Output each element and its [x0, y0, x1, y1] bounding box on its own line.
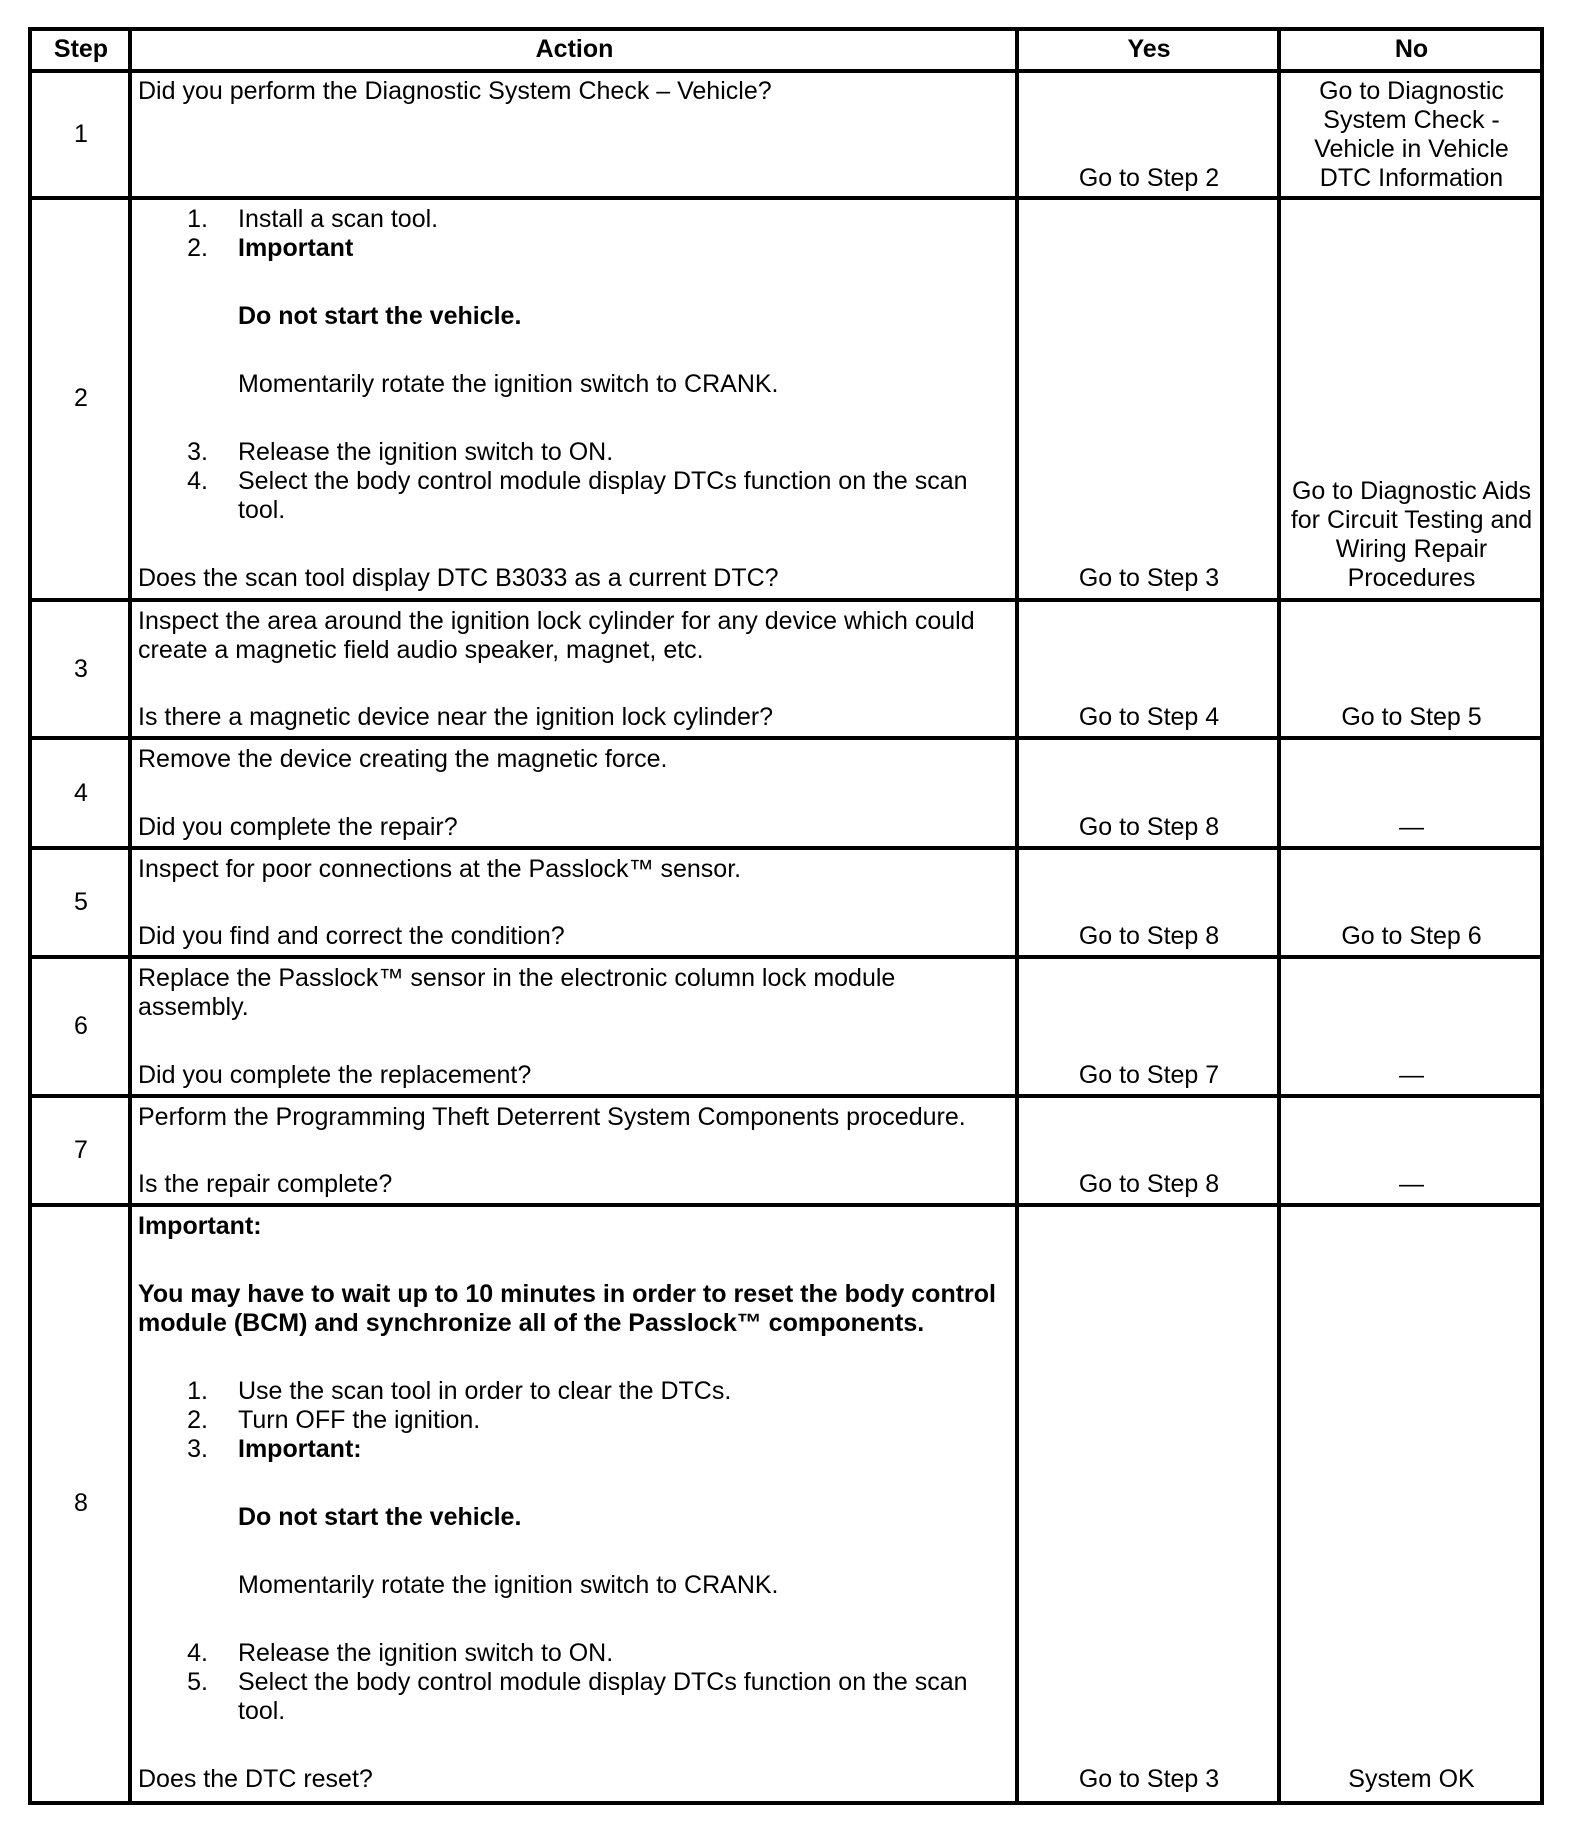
step-number-3: 3 [74, 655, 88, 683]
step-number-6: 6 [74, 1012, 88, 1040]
no-line: for Circuit Testing and [1290, 506, 1533, 534]
step-number-5: 5 [74, 888, 88, 916]
action-question: Did you find and correct the condition? [138, 922, 565, 950]
step-number-8: 8 [74, 1489, 88, 1517]
no-link[interactable] [1281, 77, 1542, 193]
list-item: Release the ignition switch to ON. [238, 438, 614, 466]
list-number: 3. [187, 1435, 208, 1463]
warning-text: Do not start the vehicle. [238, 302, 522, 330]
header-yes: Yes [1127, 35, 1171, 63]
header-action: Action [535, 35, 614, 63]
step-number-2: 2 [74, 384, 88, 412]
header-no: No [1394, 35, 1429, 63]
no-link[interactable] [1281, 477, 1542, 593]
action-question: Is the repair complete? [138, 1170, 393, 1198]
no-dash: — [1399, 813, 1424, 841]
action-cell [138, 205, 1008, 595]
list-item: Select the body control module display DTCs function on the scan [238, 1668, 968, 1696]
yes-link[interactable]: Go to Step 2 [1078, 164, 1220, 192]
header-step: Step [53, 35, 109, 63]
list-item-cont: tool. [238, 496, 286, 524]
step-number-1: 1 [74, 120, 88, 148]
no-link[interactable]: System OK [1348, 1765, 1475, 1793]
yes-link[interactable]: Go to Step 3 [1078, 1765, 1220, 1793]
list-item: Turn OFF the ignition. [238, 1406, 481, 1434]
action-text [138, 607, 975, 665]
step-number-7: 7 [74, 1136, 88, 1164]
action-question: Did you complete the repair? [138, 813, 458, 841]
yes-link[interactable]: Go to Step 7 [1078, 1061, 1220, 1089]
no-link[interactable]: Go to Step 5 [1341, 703, 1482, 731]
list-item: Select the body control module display DTCs function on the scan [238, 467, 968, 495]
no-line: Go to Diagnostic Aids [1291, 477, 1531, 505]
no-line: Vehicle in Vehicle [1314, 135, 1509, 163]
no-line: Wiring Repair [1335, 535, 1488, 563]
action-question: Is there a magnetic device near the ignition lock cylinder? [138, 703, 774, 731]
action-question: Does the scan tool display DTC B3033 as a current DTC? [138, 564, 779, 592]
important-note: module (BCM) and synchronize all of the Passlock™ components. [138, 1309, 925, 1337]
warning-text: Do not start the vehicle. [238, 1503, 522, 1531]
yes-link[interactable]: Go to Step 8 [1078, 1170, 1220, 1198]
action-line: Replace the Passlock™ sensor in the electronic column lock module [138, 964, 896, 992]
action-line: create a magnetic field audio speaker, magnet, etc. [138, 636, 704, 664]
list-item: Use the scan tool in order to clear the DTCs. [238, 1377, 732, 1405]
action-text: Perform the Programming Theft Deterrent System Components procedure. [138, 1103, 966, 1131]
list-number: 3. [187, 438, 208, 466]
important-note: You may have to wait up to 10 minutes in order to reset the body control [138, 1280, 996, 1308]
action-question: Does the DTC reset? [138, 1765, 373, 1793]
list-item-cont: tool. [238, 1697, 286, 1725]
yes-link[interactable]: Go to Step 3 [1078, 564, 1220, 592]
no-dash: — [1399, 1061, 1424, 1089]
action-line: Inspect the area around the ignition lock cylinder for any device which could [138, 607, 975, 635]
no-line: Procedures [1347, 564, 1476, 592]
yes-link[interactable]: Go to Step 4 [1078, 703, 1220, 731]
list-item: Momentarily rotate the ignition switch to CRANK. [238, 370, 779, 398]
no-link[interactable]: Go to Step 6 [1341, 922, 1482, 950]
action-text: Remove the device creating the magnetic force. [138, 745, 668, 773]
list-number: 2. [187, 1406, 208, 1434]
no-line: Go to Diagnostic [1319, 77, 1504, 105]
list-number: 2. [187, 234, 208, 262]
list-item: Install a scan tool. [238, 205, 439, 233]
action-text: Inspect for poor connections at the Passlock™ sensor. [138, 855, 742, 883]
list-number: 4. [187, 1639, 208, 1667]
yes-link[interactable]: Go to Step 8 [1078, 922, 1220, 950]
list-number: 4. [187, 467, 208, 495]
no-line: DTC Information [1319, 164, 1504, 192]
step-number-4: 4 [74, 779, 88, 807]
list-number: 5. [187, 1668, 208, 1696]
important-label: Important [238, 234, 354, 262]
yes-link[interactable]: Go to Step 8 [1078, 813, 1220, 841]
important-label: Important: [238, 1435, 362, 1463]
action-question: Did you perform the Diagnostic System Check – Vehicle? [138, 77, 772, 105]
action-line: assembly. [138, 993, 249, 1021]
important-label: Important: [138, 1212, 262, 1240]
list-item: Momentarily rotate the ignition switch to CRANK. [238, 1571, 779, 1599]
no-dash: — [1399, 1170, 1424, 1198]
action-cell [138, 1212, 1008, 1797]
list-item: Release the ignition switch to ON. [238, 1639, 614, 1667]
list-number: 1. [187, 1377, 208, 1405]
list-number: 1. [187, 205, 208, 233]
action-question: Did you complete the replacement? [138, 1061, 532, 1089]
no-line: System Check - [1323, 106, 1500, 134]
action-text [138, 964, 895, 1022]
